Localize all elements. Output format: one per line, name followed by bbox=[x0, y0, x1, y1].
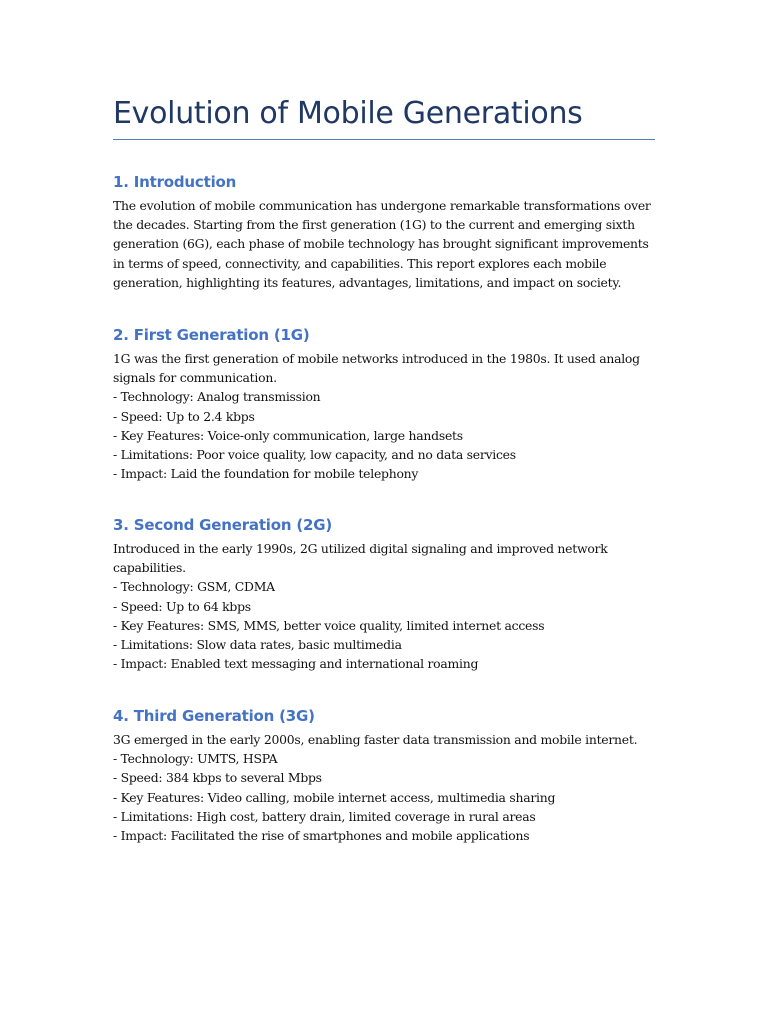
list-item: - Speed: Up to 64 kbps bbox=[113, 598, 251, 614]
section-paragraph: Introduced in the early 1990s, 2G utilized digital signaling and improved network capabilities. bbox=[113, 541, 608, 576]
title-underline bbox=[113, 139, 655, 140]
list-item: - Key Features: Voice-only communication, large handsets bbox=[113, 427, 463, 443]
document-page bbox=[113, 0, 658, 1024]
list-item: - Impact: Enabled text messaging and international roaming bbox=[113, 656, 479, 672]
list-item: - Limitations: High cost, battery drain, limited coverage in rural areas bbox=[113, 808, 536, 824]
list-item: - Limitations: Slow data rates, basic multimedia bbox=[113, 637, 402, 653]
document-title: Evolution of Mobile Generations bbox=[113, 96, 583, 131]
section-heading: 2. First Generation (1G) bbox=[113, 326, 310, 344]
list-item: - Key Features: Video calling, mobile internet access, multimedia sharing bbox=[113, 789, 556, 805]
list-item: - Speed: Up to 2.4 kbps bbox=[113, 408, 255, 424]
list-item: - Impact: Facilitated the rise of smartphones and mobile applications bbox=[113, 828, 530, 844]
section-second-generation bbox=[113, 514, 658, 673]
section-first-generation bbox=[113, 324, 658, 483]
section-third-generation bbox=[113, 705, 658, 845]
section-heading: 1. Introduction bbox=[113, 173, 237, 191]
list-item: - Speed: 384 kbps to several Mbps bbox=[113, 770, 322, 786]
section-heading: 4. Third Generation (3G) bbox=[113, 707, 315, 725]
section-paragraph: The evolution of mobile communication has undergone remarkable transformations over the decades. Starting from the first generation (1G) to the current and emerging sixth generation (6G), each phase of mobile technology has brought significant improvements in terms of speed, connectivity, and capabilities. This report explores each mobile generation, highlighting its features, advantages, limitations, and impact on society. bbox=[113, 198, 651, 290]
list-item: - Technology: Analog transmission bbox=[113, 389, 321, 405]
list-item: - Impact: Laid the foundation for mobile telephony bbox=[113, 466, 419, 482]
section-introduction bbox=[113, 171, 658, 292]
list-item: - Technology: UMTS, HSPA bbox=[113, 751, 278, 767]
list-item: - Limitations: Poor voice quality, low capacity, and no data services bbox=[113, 447, 516, 463]
section-paragraph: 3G emerged in the early 2000s, enabling faster data transmission and mobile internet. bbox=[113, 732, 638, 747]
list-item: - Key Features: SMS, MMS, better voice quality, limited internet access bbox=[113, 617, 545, 633]
list-item: - Technology: GSM, CDMA bbox=[113, 579, 275, 595]
section-heading: 3. Second Generation (2G) bbox=[113, 516, 333, 534]
section-paragraph: 1G was the first generation of mobile networks introduced in the 1980s. It used analog signals for communication. bbox=[113, 351, 640, 386]
